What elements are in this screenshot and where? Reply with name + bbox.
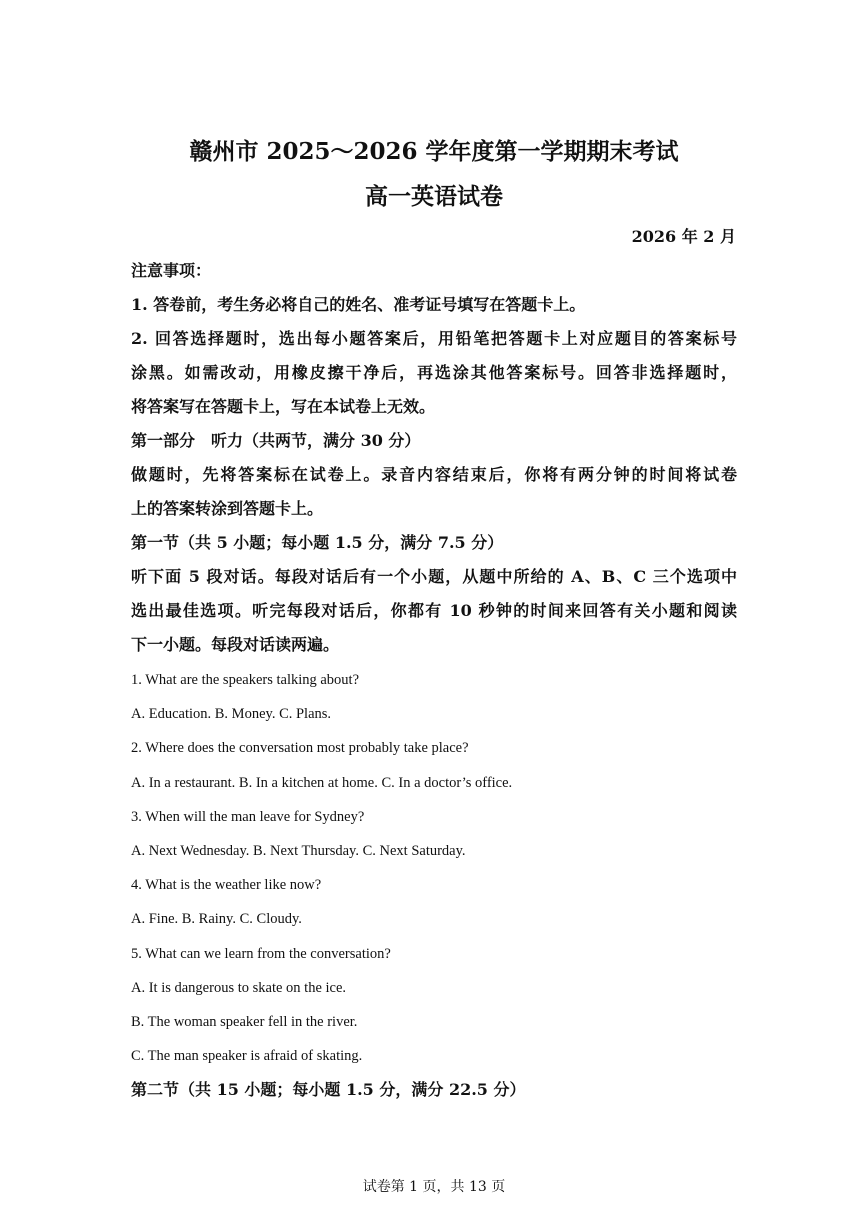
notice-item-1: 1. 答卷前，考生务必将自己的姓名、准考证号填写在答题卡上。 (131, 295, 586, 314)
page-footer: 试卷第 1 页，共 13 页 (362, 1179, 506, 1195)
section1-instructions-line-3: 下一小题。每段对话读两遍。 (131, 635, 340, 654)
question-5: 5. What can we learn from the conversation? (131, 945, 391, 962)
question-5-option-a: A. It is dangerous to skate on the ice. (131, 979, 347, 996)
question-3-options: A. Next Wednesday. B. Next Thursday. C. Next Saturday. (131, 843, 466, 860)
notice-heading: 注意事项： (131, 261, 212, 280)
question-4-options: A. Fine. B. Rainy. C. Cloudy. (131, 911, 302, 928)
section2-block (131, 1073, 737, 1107)
question-2: 2. Where does the conversation most probably take place? (131, 740, 469, 757)
exam-title: 赣州市 2025～2026 学年度第一学期期末考试 (189, 138, 679, 165)
section1-heading: 第一节（共 5 小题；每小题 1.5 分，满分 7.5 分） (131, 533, 504, 552)
question-5-option-b: B. The woman speaker fell in the river. (131, 1014, 358, 1031)
section1-instructions-line-2: 选出最佳选项。听完每段对话后，你都有 10 秒钟的时间来回答有关小题和阅读 (131, 601, 737, 620)
part1-instructions-line-1: 做题时，先将答案标在试卷上。录音内容结束后，你将有两分钟的时间将试卷 (131, 465, 737, 484)
notice-item-2-line-1: 2. 回答选择题时，选出每小题答案后，用铅笔把答题卡上对应题目的答案标号 (131, 329, 737, 348)
question-2-options: A. In a restaurant. B. In a kitchen at home. C. In a doctor’s office. (131, 774, 513, 791)
question-3: 3. When will the man leave for Sydney? (131, 808, 365, 825)
part1-instructions-line-2: 上的答案转涂到答题卡上。 (131, 499, 324, 518)
question-4: 4. What is the weather like now? (131, 877, 322, 894)
notice-item-2-line-2: 涂黑。如需改动，用橡皮擦干净后，再选涂其他答案标号。回答非选择题时， (131, 363, 737, 382)
notice-section (131, 254, 737, 662)
exam-subtitle: 高一英语试卷 (365, 183, 503, 210)
section2-heading: 第二节（共 15 小题；每小题 1.5 分，满分 22.5 分） (131, 1080, 526, 1099)
section1-instructions-line-1: 听下面 5 段对话。每段对话后有一个小题，从题中所给的 A、B、C 三个选项中 (131, 567, 737, 586)
question-1: 1. What are the speakers talking about? (131, 672, 360, 688)
question-list (131, 663, 737, 1073)
part1-heading: 第一部分 听力（共两节，满分 30 分） (131, 431, 421, 450)
question-5-option-c: C. The man speaker is afraid of skating. (131, 1048, 363, 1065)
notice-item-2-line-3: 将答案写在答题卡上，写在本试卷上无效。 (131, 397, 436, 416)
exam-date: 2026 年 2 月 (631, 227, 736, 246)
question-1-options: A. Education. B. Money. C. Plans. (131, 706, 332, 723)
